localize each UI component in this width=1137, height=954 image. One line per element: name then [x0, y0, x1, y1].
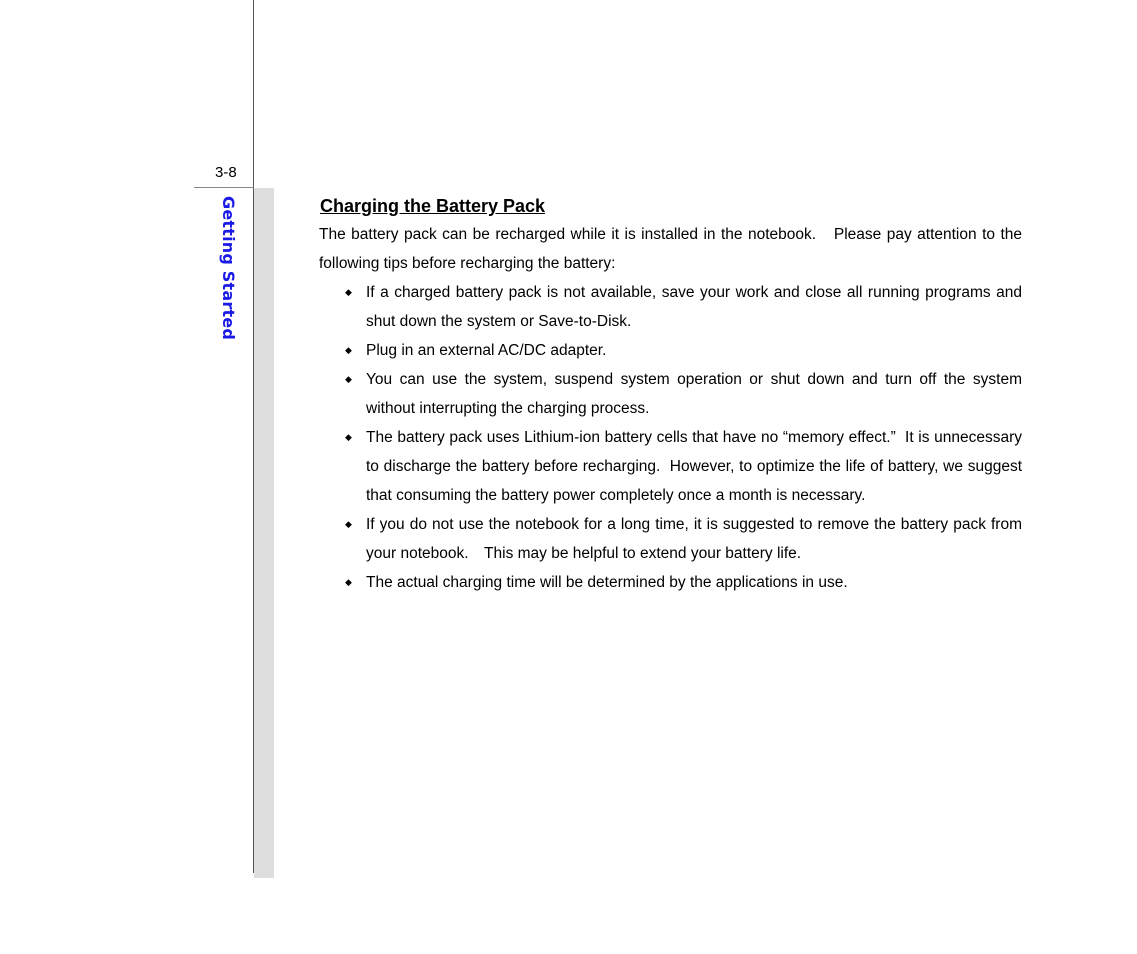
- diamond-bullet-icon: ◆: [345, 345, 352, 355]
- list-item: [319, 568, 1022, 597]
- list-item: [319, 423, 1022, 510]
- page-number: 3-8: [215, 164, 237, 181]
- chapter-title: Getting Started: [219, 196, 238, 340]
- tip-text: If you do not use the notebook for a long time, it is suggested to remove the battery pack from your notebook. This may be helpful to extend your battery life.: [366, 516, 1022, 562]
- diamond-bullet-icon: ◆: [345, 287, 352, 297]
- diamond-bullet-icon: ◆: [345, 374, 352, 384]
- list-item: [319, 336, 1022, 365]
- list-item: [319, 278, 1022, 336]
- tip-text: Plug in an external AC/DC adapter.: [366, 342, 607, 359]
- tip-text: The actual charging time will be determined by the applications in use.: [366, 574, 848, 591]
- chapter-side-bar: [254, 188, 274, 878]
- list-item: [319, 365, 1022, 423]
- diamond-bullet-icon: ◆: [345, 577, 352, 587]
- tip-text: You can use the system, suspend system operation or shut down and turn off the system without interrupting the charging process.: [366, 371, 1022, 417]
- page-content: [319, 194, 1022, 597]
- header-rule: [194, 187, 254, 188]
- tips-list: [319, 278, 1022, 597]
- section-title: Charging the Battery Pack: [320, 196, 546, 216]
- intro-paragraph: The battery pack can be recharged while it is installed in the notebook. Please pay attention to the following tips before recharging the battery:: [319, 226, 1022, 272]
- tip-text: The battery pack uses Lithium-ion battery cells that have no “memory effect.” It is unnecessary to discharge the battery before recharging. However, to optimize the life of battery, we suggest that consuming the battery power completely once a month is necessary.: [366, 429, 1022, 504]
- diamond-bullet-icon: ◆: [345, 519, 352, 529]
- list-item: [319, 510, 1022, 568]
- diamond-bullet-icon: ◆: [345, 432, 352, 442]
- tip-text: If a charged battery pack is not available, save your work and close all running programs and shut down the system or Save-to-Disk.: [366, 284, 1022, 330]
